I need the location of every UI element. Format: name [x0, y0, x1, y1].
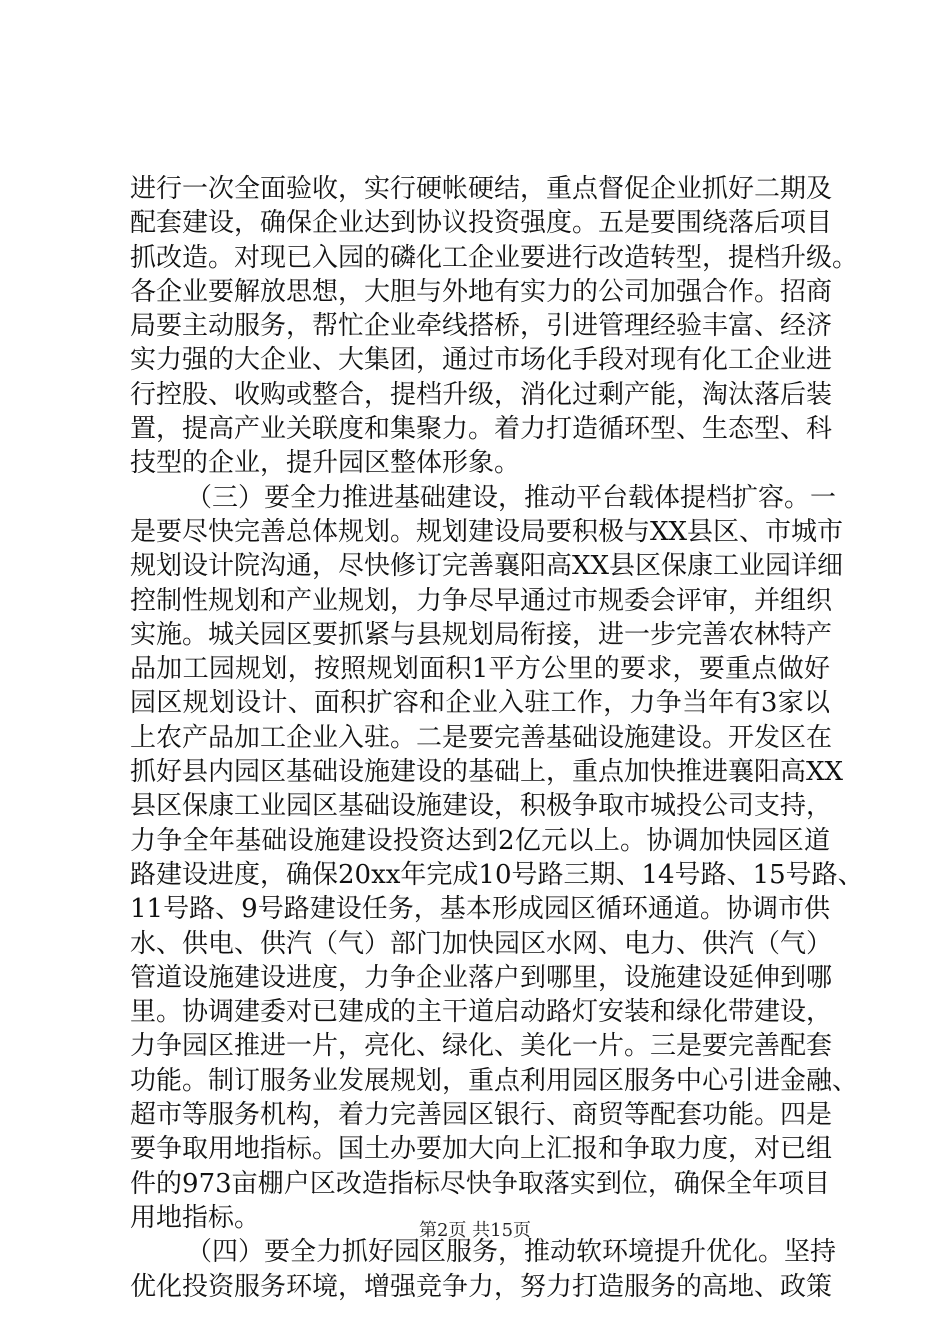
text-line: 抓改造。对现已入园的磷化工企业要进行改造转型，提档升级。 [130, 242, 859, 273]
text-line: 里。协调建委对已建成的主干道启动路灯安装和绿化带建设， [130, 997, 833, 1028]
paragraph-heading-line: （四）要全力抓好园区服务，推动软环境提升优化。坚持 [186, 1237, 837, 1268]
text-line: 力争园区推进一片，亮化、绿化、美化一片。三是要完善配套 [130, 1031, 833, 1062]
text-line: 技型的企业，提升园区整体形象。 [130, 448, 521, 479]
text-line: 实施。城关园区要抓紧与县规划局衔接，进一步完善农林特产 [130, 619, 833, 650]
text-line: 件的973亩棚户区改造指标尽快争取落实到位，确保全年项目 [130, 1168, 830, 1199]
text-line: 县区保康工业园区基础设施建设，积极争取市城投公司支持， [130, 791, 833, 822]
text-line: 功能。制订服务业发展规划，重点利用园区服务中心引进金融、 [130, 1065, 859, 1096]
text-line: 超市等服务机构，着力完善园区银行、商贸等配套功能。四是 [130, 1100, 833, 1131]
text-line: 规划设计院沟通，尽快修订完善襄阳高XX县区保康工业园详细 [130, 551, 844, 582]
text-line: 要争取用地指标。国土办要加大向上汇报和争取力度，对已组 [130, 1134, 833, 1165]
paragraph-heading-line: （三）要全力推进基础建设，推动平台载体提档扩容。一 [186, 482, 837, 513]
document-body [130, 172, 864, 1304]
text-line: 局要主动服务，帮忙企业牵线搭桥，引进管理经验丰富、经济 [130, 311, 833, 342]
text-line: 水、供电、供汽（气）部门加快园区水网、电力、供汽（气） [130, 928, 833, 959]
text-line: 用地指标。 [130, 1202, 261, 1233]
page-footer [0, 1216, 950, 1242]
text-line: 抓好县内园区基础设施建设的基础上，重点加快推进襄阳高XX [130, 757, 844, 788]
text-line: 各企业要解放思想，大胆与外地有实力的公司加强合作。招商 [130, 276, 833, 307]
text-line: 园区规划设计、面积扩容和企业入驻工作，力争当年有3家以 [130, 688, 830, 719]
text-line: 实力强的大企业、大集团，通过市场化手段对现有化工企业进 [130, 345, 833, 376]
text-line: 优化投资服务环境，增强竞争力，努力打造服务的高地、政策 [130, 1271, 833, 1302]
text-line: 配套建设，确保企业达到协议投资强度。五是要围绕落后项目 [130, 208, 833, 239]
text-line: 管道设施建设进度，力争企业落户到哪里，设施建设延伸到哪 [130, 962, 833, 993]
text-line: 路建设进度，确保20xx年完成10号路三期、14号路、15号路、 [130, 859, 864, 890]
text-line: 控制性规划和产业规划，力争尽早通过市规委会评审，并组织 [130, 585, 833, 616]
page-number: 第2页 共15页 [418, 1220, 532, 1241]
text-line: 进行一次全面验收，实行硬帐硬结，重点督促企业抓好二期及 [130, 174, 833, 204]
text-line: 11号路、9号路建设任务，基本形成园区循环通道。协调市供 [130, 894, 830, 925]
text-line: 上农产品加工企业入驻。二是要完善基础设施建设。开发区在 [130, 722, 833, 753]
text-line: 行控股、收购或整合，提档升级，消化过剩产能，淘汰落后装 [130, 379, 833, 410]
text-line: 力争全年基础设施建设投资达到2亿元以上。协调加快园区道 [130, 825, 830, 856]
text-line: 品加工园规划，按照规划面积1平方公里的要求，要重点做好 [130, 654, 830, 685]
text-line: 置，提高产业关联度和集聚力。着力打造循环型、生态型、科 [130, 414, 833, 445]
text-line: 是要尽快完善总体规划。规划建设局要积极与XX县区、市城市 [130, 516, 844, 547]
